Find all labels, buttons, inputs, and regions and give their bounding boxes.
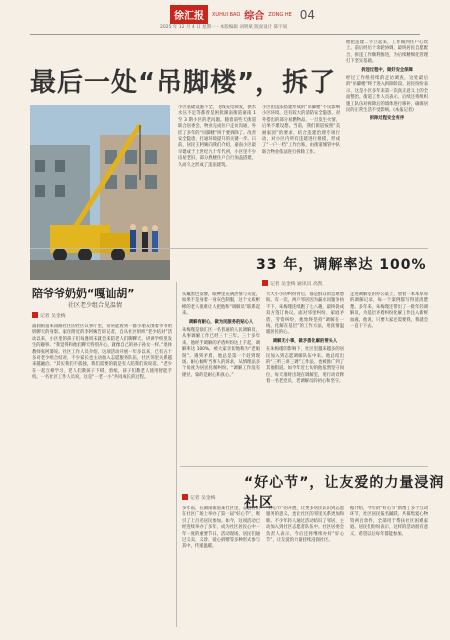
byline-mark-icon <box>32 312 38 318</box>
lead-headline: 最后一处“吊脚楼”，拆了 <box>30 68 337 98</box>
left-article-subtitle: 社区老少组合见温情 <box>68 302 123 309</box>
bottom-article-title: “好心节”，让友爱的力量浸润社区 <box>244 475 445 511</box>
middle-byline-text: 记者 吴金梅 通讯员 高凯 <box>270 281 323 287</box>
middle-column-2 <box>266 292 344 462</box>
section-pinyin: ZONG HE <box>268 11 292 18</box>
masthead-brand <box>170 5 315 24</box>
middle-col2-subhead: 调解无小事，做矛盾化解的带头人 <box>272 338 338 344</box>
byline-mark-icon <box>262 280 268 286</box>
left-article-title: 陪爷爷奶奶“嘎讪胡” <box>32 287 135 300</box>
brand-badge: 徐汇报 <box>170 5 208 24</box>
lead-column-1 <box>178 105 256 247</box>
page-number: 04 <box>299 7 316 22</box>
bottom-column-1 <box>182 506 260 628</box>
bottom-column-3 <box>350 506 428 628</box>
lead-photo <box>30 105 170 280</box>
header-rule <box>30 34 420 35</box>
section-divider <box>30 248 428 249</box>
middle-col2-text: 大大小小的纠纷背后，都是群众的急难愁盼。有一次，两户邻居因为漏水问题争执不下，朱梅瑾连续跑了七八趟，最终促成双方签订协议。面对邻里纠纷、家庭矛盾、劳资纠纷，他始终坚持“调解在一线、化解在基层”的工作方法，用真情温暖居民的心。 <box>266 292 344 336</box>
byline-mark-icon <box>182 494 188 500</box>
middle-col2b-text: 在朱梅瑾的影响下，社区里越来越多的居民加入到志愿调解队伍中来。他总结出的“三听三讲三调”工作法，也被推广到了其他街道。如今年近七旬的他依然坚守岗位，每天准时出现在调解室，用行动诠释着一名老党员、老调解员的初心和坚守。 <box>266 347 344 385</box>
lead-col3-text: 他把违建二字立起来，工作做到住户心坎上。前后经历十余轮协调，最终居民自愿配合，拆违工作顺利推进，为后续精细化管理打下坚实基础。 <box>346 40 428 65</box>
middle-column-1 <box>182 292 260 462</box>
middle-col1b-text: 朱梅瑾是徐汇区一名普通的人民调解员，从事调解工作已经三十三年。三十多年来，他经手调解的矛盾纠纷达上千起，调解率达 100%，被大家亲切地称为“老娘舅”。遇到矛盾，他总是第一个赶到现场，耐心倾听当事人的诉求，从情理法多个角度为居民化解纠纷。“调解工作没有捷径，靠的是耐心和真心。” <box>182 328 260 378</box>
bottom-col2-text: “好心节”的开展，让更多居民认识到志愿服务的意义，也让社区的邻里关系更加和睦。不少年轻人通过活动结识了邻居，主动加入到社区志愿者队伍中。社区居委会负责人表示，今后还将继续办好“好心节”，让友爱的力量持续浸润社区。 <box>266 506 344 544</box>
lead-col2-text: 小区由违法搭建形成的“吊脚楼”不仅影响小区环境，还有较大的消防安全隐患。对外搭出的部分易燃物品，一旦发生火情，后果不堪设想。当前，我们街道按照“美丽家园”的要求，结合违建治理专项行动，对小区内所有违建进行排摸，形成了“一户一档”工作台账，由街道城管中队联合物业依法进行拆除工作。 <box>262 105 340 155</box>
bottom-column-2 <box>266 506 344 628</box>
middle-col1-subhead: 调解有耐心，做为民服务的贴心人 <box>188 319 254 325</box>
middle-col1-text: 头戴黑色发簪，眼神里充满热情与关爱，如果不是身着一身灰色制服，这个文质彬彬的老人很难让人把他和“调解员”联系起来。 <box>182 292 260 317</box>
bottom-article-byline <box>182 494 302 502</box>
lead-col3b-text: 经过工作组持续的走访调查，这处最后的“吊脚楼”终于进入拆除阶段。居民纷纷表示，这是小区多年来第一次真正意义上的全面整治。街道工作人员表示，后续还将组织施工队伍对拆除后的墙体进行修补，确保居民的正常生活不受影响。(本报记者) <box>346 76 428 114</box>
lead-col1-text: 小区基础设施不全、飞线充电频发，供水水压不足等都曾是困扰湖南街道嘉南 1 至 3 期小区的老问题。随着前些天街道联合居委会、物业完成住户走访沟通，外挂了多年的“吊脚楼”终于要拆除了。改善安全隐患，打通环境提升的关键一步。日前，居民王阿姨向我们介绍，嘉南小区最早建成于上世纪九十年代初，小区里不少房屋老旧，部分底楼住户自行加盖搭建，久而久之形成了违法建筑。 <box>178 105 256 168</box>
crane-photo-illustration <box>30 105 170 280</box>
left-article-body-text: 浦润街道朱南路社区的社区议事厅里，常常能看到一群小朋友围着爷爷奶奶聊天的身影。家住附近的李阿姨告诉记者，自从社区组织“老少结对”活动以来，小区里的孩子们每逢周末就会来陪老人们聊聊天、讲讲学校里发生的趣事。“我觉得和他们聊天特别开心，就像自己的孙子孙女一样。”退休教师张阿婆说。社区工作人员介绍，这项活动开展一年多以来，已有五十多对老少组合结对，不少家长也主动加入志愿服务队伍，社区邻里关系越来越融洽。“其实我们不孤独，我们需要的就是有人陪我们说说话。“老少在一起互相学习，老人们教孩子下棋、剪纸，孩子们教老人使用智能手机。一名社区工作人员说，这是“一老一小”共同成长的过程。 <box>32 324 172 381</box>
left-article-body <box>32 324 172 629</box>
lead-col3-subhead: 拆违过程中，做好安全保障 <box>361 67 413 73</box>
bottom-col1-text: 多年前，在湖南街道某社区里，志愿者们在社区广场上举办了第一届“好心节”，吸引了上百名居民参加。如今，这项活动已经连续举办了多年，成为社区居民心中一年一度的重要节日。活动现场，居民们通过义卖、义诊、爱心捐赠等多种形式参与其中，传递温暖。 <box>182 506 260 550</box>
column-divider <box>176 282 177 627</box>
middle-article-title: 33 年，调解率达 100% <box>256 257 427 273</box>
lead-column-2 <box>262 105 340 247</box>
middle-column-3 <box>350 292 428 462</box>
brand-pinyin: XUHUI BAO <box>212 11 241 18</box>
lead-column-3 <box>346 40 428 247</box>
bottom-col3-text: 据介绍，今年的“好心节”新增了多个互动环节，社区居民报名踊跃，共募集爱心物资两百余件，全部用于帮扶社区困难家庭。居民们纷纷表示，这样的活动很有意义，希望以后每年都能参加。 <box>350 506 428 537</box>
left-byline-text: 记者 吴金梅 <box>40 313 66 319</box>
middle-col3-text: 走进调解室的办公桌上，放着一本本厚厚的调解记录，每一个案例都写得清清楚楚。多年来，朱梅瑾还带出了一批年轻调解员，为基层矛盾纠纷化解工作注入新鲜血液。他说，只要大家还需要我，我就会一直干下去。 <box>350 292 428 330</box>
lead-col3c-subhead: 拆除过程安全有序 <box>369 116 405 122</box>
section-name: 综合 <box>244 11 265 22</box>
bottom-divider <box>180 466 428 467</box>
masthead <box>0 0 450 40</box>
left-article-byline <box>32 312 172 322</box>
dateline: 2025 年 12 月 4 日 星期一 · 本版编辑 刘明斌 版面设计 陈宇斌 <box>160 25 288 30</box>
bottom-byline-text: 记者 吴金梅 <box>190 495 216 501</box>
middle-article-byline <box>262 280 422 288</box>
